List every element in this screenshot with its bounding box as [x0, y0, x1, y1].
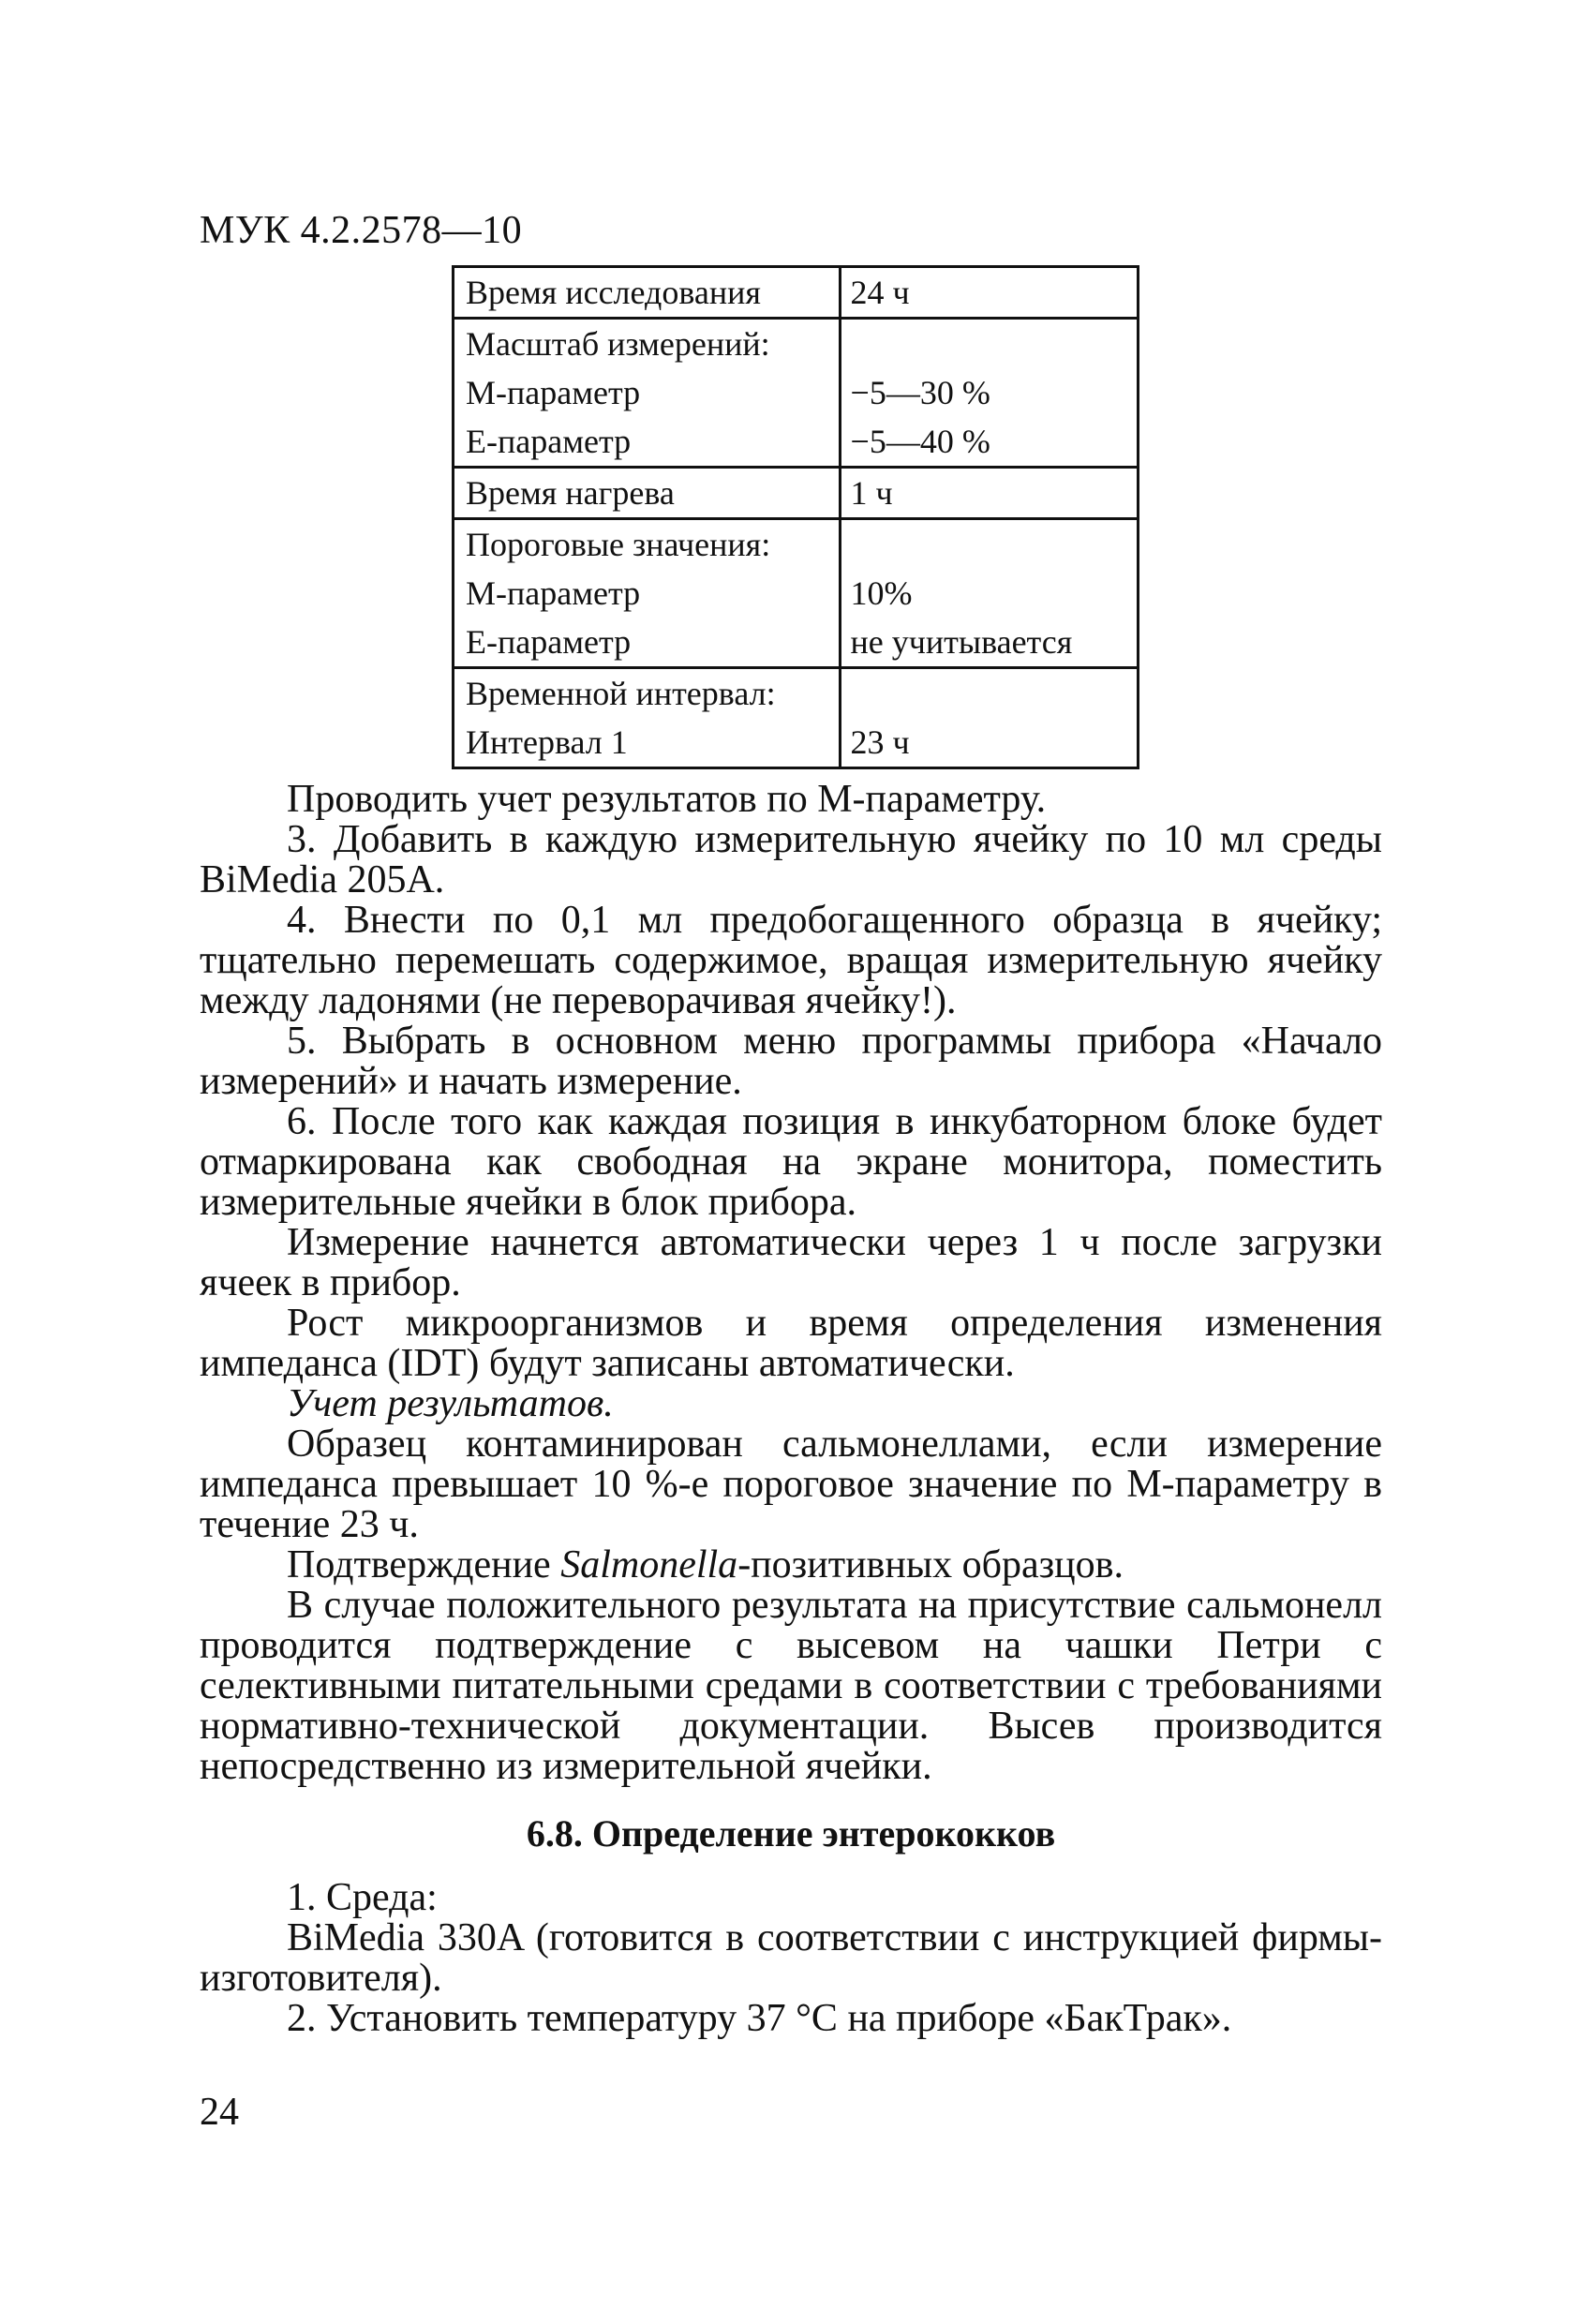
table-cell-label — [454, 468, 841, 519]
paragraph: 6. После того как каждая позиция в инкубаторном блоке будет отмаркирована как свободная на экране монитора, поместить измерительные ячейки в блок прибора. — [200, 1100, 1382, 1224]
cell-line: 24 ч — [850, 274, 910, 311]
table-row — [454, 519, 1139, 668]
cell-line: −5—40 % — [850, 423, 990, 460]
paragraph: В случае положительного результата на присутствие сальмонелл проводится подтверждение с высевом на чашки Петри с селективными питательными средами в соответствии с требованиями нормативно-технической документации. Высев производится непосредственно из измерительной ячейки. — [200, 1584, 1382, 1788]
paragraph-confirmation — [200, 1545, 1382, 1586]
table-row — [454, 468, 1139, 519]
cell-line: Масштаб измерений: — [466, 325, 770, 363]
paragraph: Образец контаминирован сальмонеллами, если измерение импеданса превышает 10 %-е пороговое значение по М-параметру в течение 23 ч. — [200, 1423, 1382, 1546]
table-cell-value — [840, 468, 1138, 519]
table-row — [454, 319, 1139, 468]
cell-line: Время нагрева — [466, 474, 675, 512]
cell-line: 10% — [850, 574, 913, 612]
paragraph: 3. Добавить в каждую измерительную ячейку по 10 мл среды BiMedia 205A. — [200, 818, 1382, 901]
section-heading: 6.8. Определение энтерококков — [526, 1812, 1056, 1855]
cell-line: Пороговые значения: — [466, 526, 771, 563]
cell-line: 23 ч — [850, 723, 910, 761]
text-span: Подтверждение — [287, 1543, 561, 1587]
table-row — [454, 267, 1139, 319]
cell-line: не учитывается — [850, 623, 1073, 661]
paragraph: Рост микроорганизмов и время определения изменения импеданса (IDT) будут записаны автоматически. — [200, 1302, 1382, 1385]
table-cell-label — [454, 319, 841, 468]
parameters-table — [452, 265, 1139, 769]
paragraph: 1. Среда: — [287, 1876, 438, 1919]
paragraph: BiMedia 330A (готовится в соответствии с инструкцией фирмы-изготовителя). — [200, 1916, 1382, 2000]
table-cell-label — [454, 668, 841, 768]
paragraph: 5. Выбрать в основном меню программы прибора «Начало измерений» и начать измерение. — [200, 1020, 1382, 1103]
subheading-results: Учет результатов. — [287, 1382, 614, 1425]
table-cell-value — [840, 319, 1138, 468]
cell-line: Е-параметр — [466, 623, 632, 661]
cell-line: Е-параметр — [466, 423, 632, 460]
page-number: 24 — [200, 2091, 239, 2134]
cell-line: Временной интервал: — [466, 675, 776, 712]
paragraph: Проводить учет результатов по М-параметру. — [287, 778, 1047, 821]
paragraph: 2. Установить температуру 37 °С на приборе «БакТрак». — [287, 1997, 1232, 2040]
table-cell-label — [454, 519, 841, 668]
paragraph: 4. Внести по 0,1 мл предобогащенного образца в ячейку; тщательно перемешать содержимое, вращая измерительную ячейку между ладонями (не переворачивая ячейку!). — [200, 899, 1382, 1022]
document-code-header: МУК 4.2.2578—10 — [200, 209, 523, 252]
table-cell-value — [840, 519, 1138, 668]
body-text — [200, 780, 1382, 2039]
table-row — [454, 668, 1139, 768]
cell-line: Время исследования — [466, 274, 761, 311]
table-cell-label — [454, 267, 841, 319]
cell-line: Интервал 1 — [466, 723, 628, 761]
cell-line: −5—30 % — [850, 374, 990, 411]
text-span: -позитивных образцов. — [737, 1543, 1124, 1587]
table-cell-value — [840, 267, 1138, 319]
cell-line: 1 ч — [850, 474, 893, 512]
cell-line: М-параметр — [466, 574, 641, 612]
organism-name: Salmonella — [560, 1543, 738, 1587]
cell-line: М-параметр — [466, 374, 641, 411]
paragraph: Измерение начнется автоматически через 1 ч после загрузки ячеек в прибор. — [200, 1221, 1382, 1304]
table-cell-value — [840, 668, 1138, 768]
